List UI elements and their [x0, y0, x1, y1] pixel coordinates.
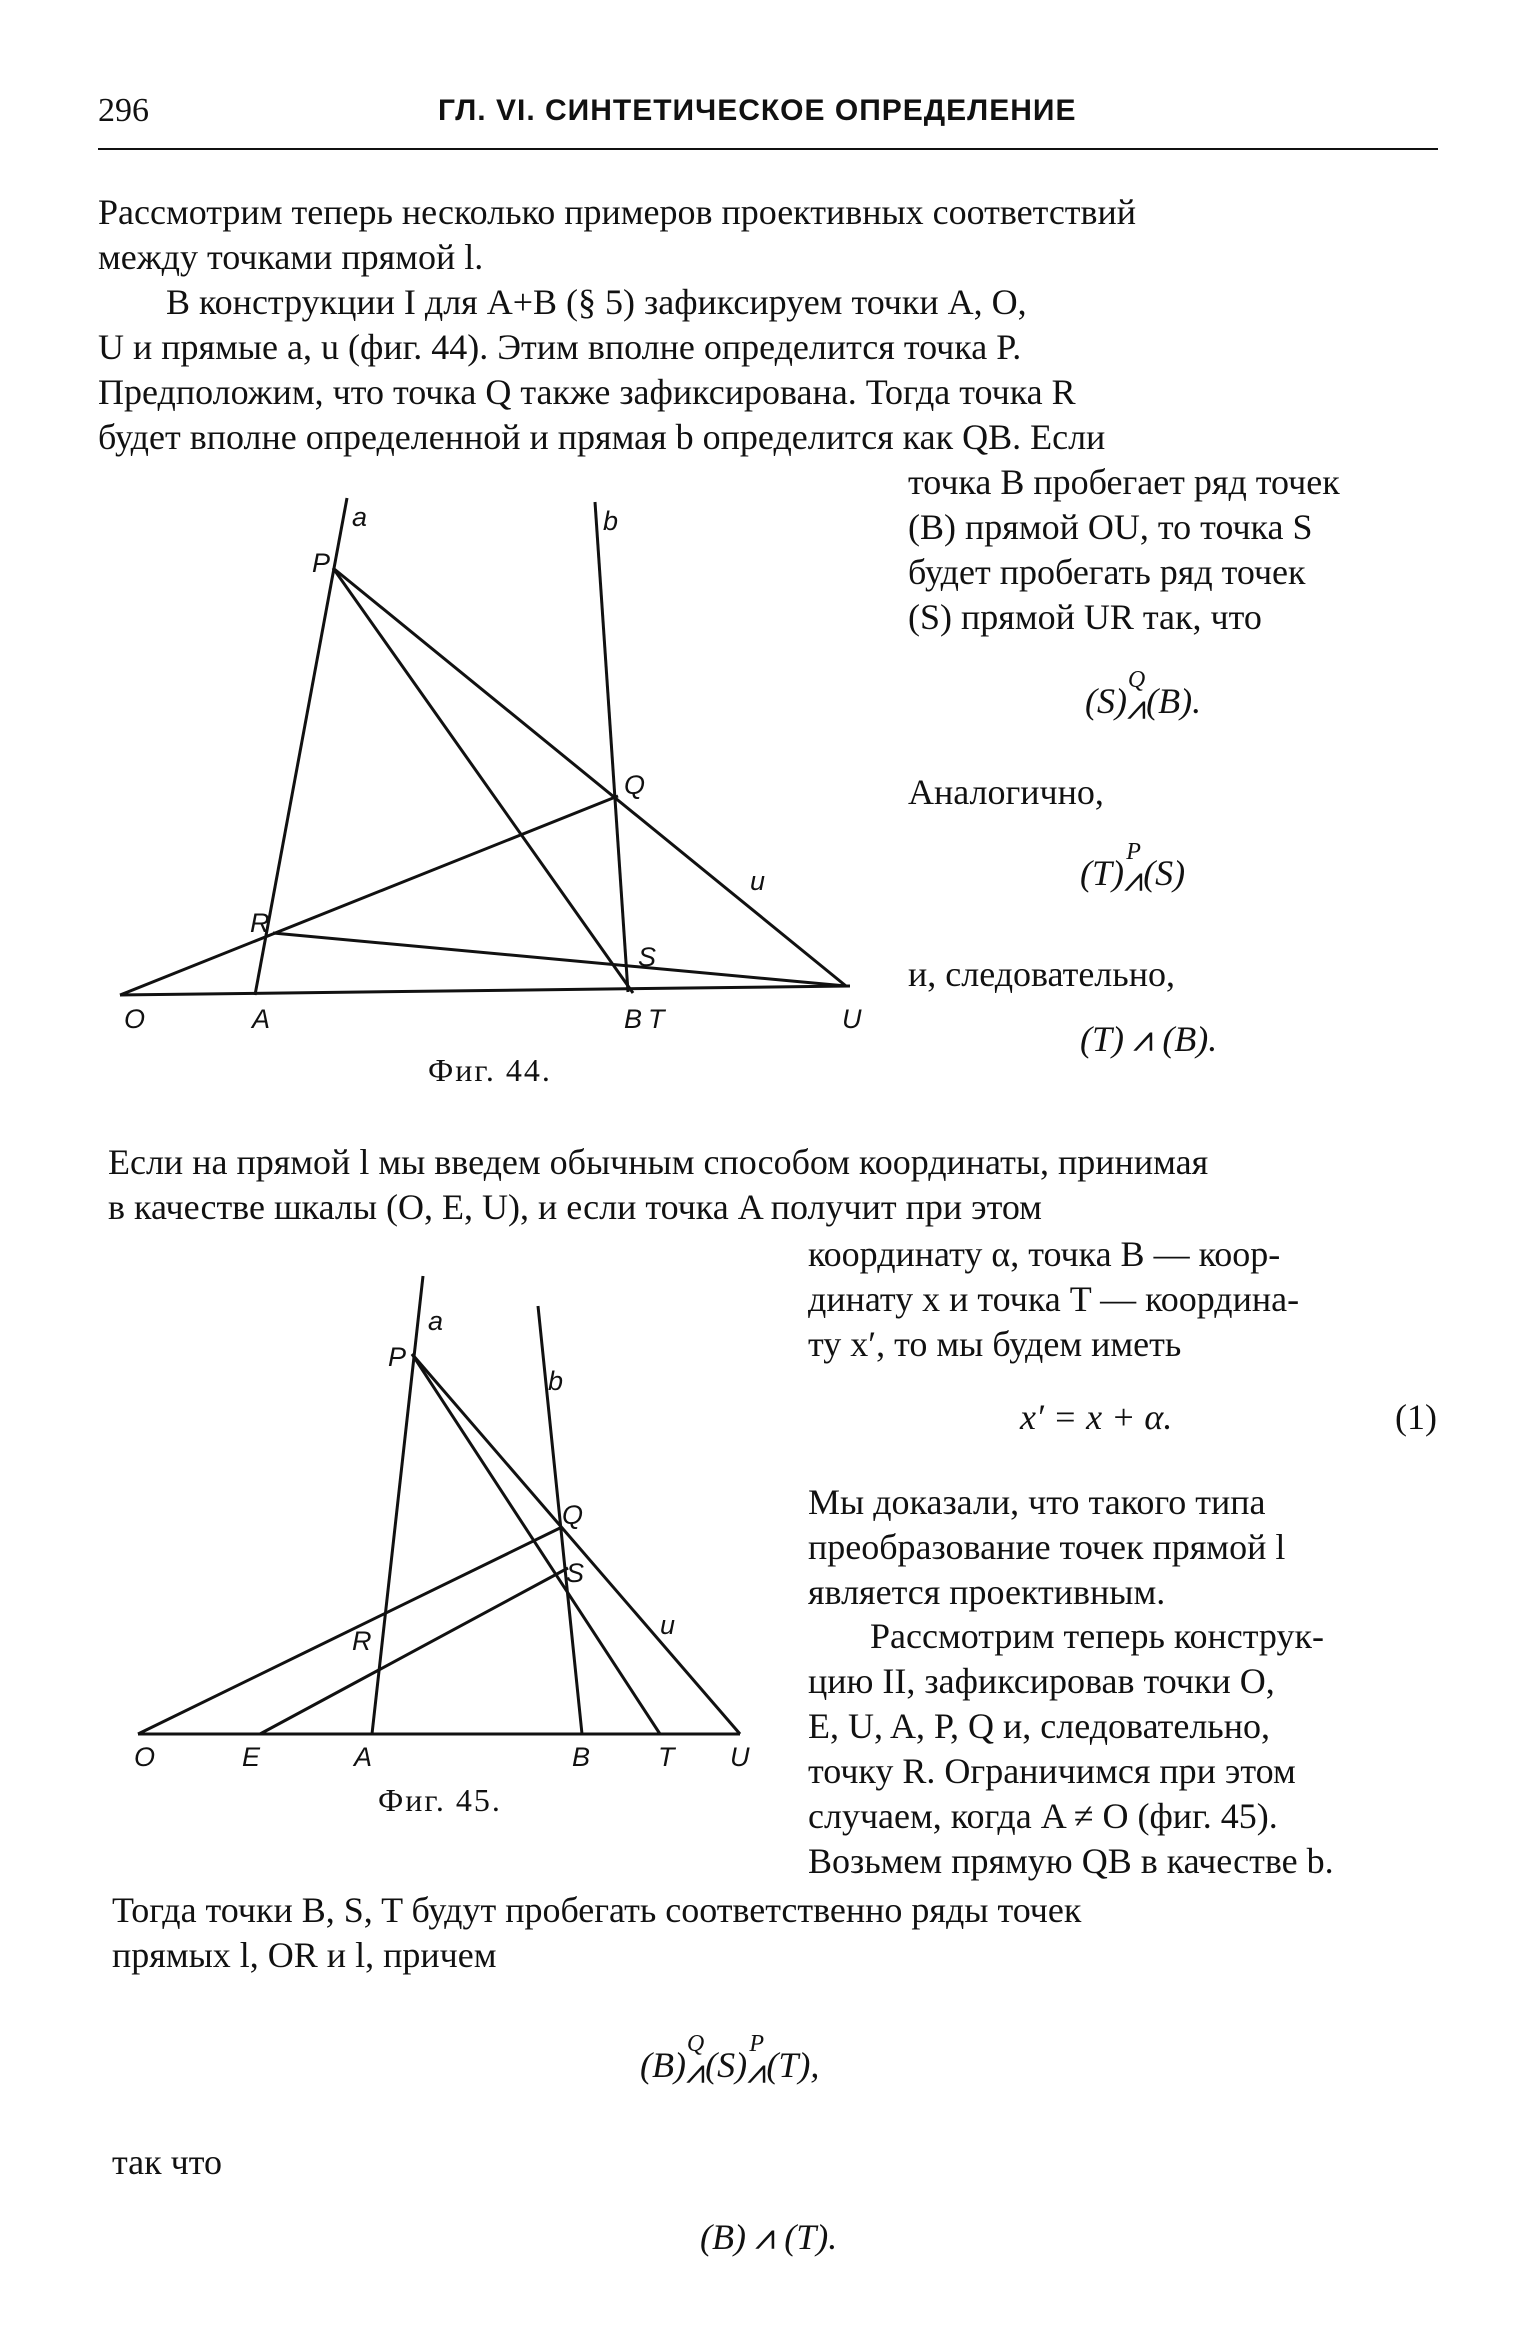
formula-4: (B) Q ⩘ (S) P ⩘ (T), — [640, 2031, 820, 2091]
fig45-line-PT — [412, 1354, 660, 1734]
text-line: Мы доказали, что такого типа — [808, 1482, 1266, 1522]
text-line: (S) прямой UR так, что — [908, 597, 1262, 637]
fig45-label-A: A — [354, 1742, 373, 1772]
text-line: Рассмотрим теперь конструк- — [870, 1616, 1324, 1656]
figure-44 — [100, 490, 880, 1050]
analog-text: Аналогично, — [908, 772, 1104, 812]
formula-5: (B) ⩘ (T). — [700, 2217, 838, 2257]
fig44-line-l — [120, 986, 850, 995]
fig44-line-u — [333, 568, 846, 986]
fig44-label-S: S — [638, 942, 657, 972]
text-line: Рассмотрим теперь несколько примеров проективных соответствий — [98, 192, 1137, 232]
text-line: ту x′, то мы будем иметь — [808, 1324, 1182, 1364]
text-line: точку R. Ограничимся при этом — [808, 1751, 1296, 1791]
fig45-label-u: u — [660, 1610, 676, 1640]
text-line: Возьмем прямую QB в качестве b. — [808, 1841, 1334, 1881]
fig44-label-P: P — [312, 548, 331, 578]
fig44-label-A: A — [252, 1004, 271, 1034]
consequently-text: и, следовательно, — [908, 954, 1175, 994]
fig45-label-B: B — [572, 1742, 591, 1772]
text-line: U и прямые a, u (фиг. 44). Этим вполне определится точка P. — [98, 327, 1022, 367]
fig45-label-P: P — [388, 1342, 407, 1372]
fig45-label-Q: Q — [562, 1500, 584, 1530]
fig44-label-O: O — [124, 1004, 146, 1034]
equation-1-number: (1) — [1395, 1397, 1437, 1437]
text-line: динату x и точка T — координа- — [808, 1279, 1300, 1319]
text-line: является проективным. — [808, 1572, 1166, 1612]
fig44-label-a: a — [352, 502, 368, 532]
fig44-line-PB — [333, 568, 633, 993]
formula-1: (S) Q ⩘ (B). — [1085, 667, 1202, 727]
text-line: (B) прямой OU, то точка S — [908, 507, 1313, 547]
text-line: координату α, точка B — коор- — [808, 1234, 1281, 1274]
side-text-3 — [808, 1480, 1440, 1615]
paragraph-3 — [108, 1140, 1440, 1230]
text-line: прямых l, OR и l, причем — [112, 1935, 497, 1975]
fig44-line-OQ — [120, 796, 618, 995]
side-text-4 — [808, 1614, 1440, 1884]
fig44-label-u: u — [750, 866, 766, 896]
fig45-label-E: E — [242, 1742, 261, 1772]
running-head: ГЛ. VI. СИНТЕТИЧЕСКОЕ ОПРЕДЕЛЕНИЕ — [438, 94, 1077, 127]
fig45-label-R: R — [352, 1626, 372, 1656]
fig44-label-B: B — [624, 1004, 643, 1034]
fig45-label-O: O — [134, 1742, 156, 1772]
text-line: цию II, зафиксировав точки O, — [808, 1661, 1275, 1701]
text-line: Если на прямой l мы введем обычным способом координаты, принимая — [108, 1142, 1209, 1182]
fig44-line-RU — [273, 933, 846, 986]
paragraph-2 — [98, 280, 1438, 460]
paragraph-5 — [112, 1888, 1440, 1978]
figure-44-caption: Фиг. 44. — [428, 1052, 552, 1088]
text-line: В конструкции I для A+B (§ 5) зафиксируем точки A, O, — [166, 282, 1027, 322]
fig45-label-S: S — [566, 1558, 585, 1588]
page-header — [98, 92, 1438, 150]
text-line: Тогда точки B, S, T будут пробегать соответственно ряды точек — [112, 1890, 1082, 1930]
text-line: E, U, A, P, Q и, следовательно, — [808, 1706, 1270, 1746]
figure-45-caption: Фиг. 45. — [378, 1782, 502, 1818]
fig44-label-U: U — [842, 1004, 862, 1034]
page-number: 296 — [98, 92, 149, 129]
fig44-line-b — [595, 502, 628, 992]
side-text-2 — [808, 1232, 1440, 1367]
text-line: точка B пробегает ряд точек — [908, 462, 1340, 502]
text-line: преобразование точек прямой l — [808, 1527, 1286, 1567]
text-line: Предположим, что точка Q также зафиксирована. Тогда точка R — [98, 372, 1076, 412]
fig45-label-b: b — [548, 1366, 564, 1396]
figure-45 — [120, 1270, 780, 1770]
fig45-label-T: T — [658, 1742, 675, 1772]
text-line: в качестве шкалы (O, E, U), и если точка A получит при этом — [108, 1187, 1042, 1227]
formula-3: (T) ⩘ (B). — [1080, 1019, 1218, 1059]
text-line: будет пробегать ряд точек — [908, 552, 1306, 592]
formula-2: (T) P ⩘ (S) — [1080, 839, 1186, 899]
text-line: случаем, когда A ≠ O (фиг. 45). — [808, 1796, 1278, 1836]
side-text-1 — [908, 460, 1438, 640]
fig45-line-OQ — [138, 1528, 560, 1734]
fig45-label-a: a — [428, 1306, 444, 1336]
fig45-label-U: U — [730, 1742, 750, 1772]
fig44-label-b: b — [603, 506, 619, 536]
text-line: между точками прямой l. — [98, 237, 484, 277]
so-that-text: так что — [112, 2142, 223, 2182]
fig44-label-T: T — [648, 1004, 665, 1034]
equation-1: x′ = x + α. — [1020, 1397, 1173, 1437]
fig44-label-R: R — [250, 908, 270, 938]
text-line: будет вполне определенной и прямая b определится как QB. Если — [98, 417, 1106, 457]
paragraph-1 — [98, 190, 1438, 280]
fig44-label-Q: Q — [624, 770, 646, 800]
